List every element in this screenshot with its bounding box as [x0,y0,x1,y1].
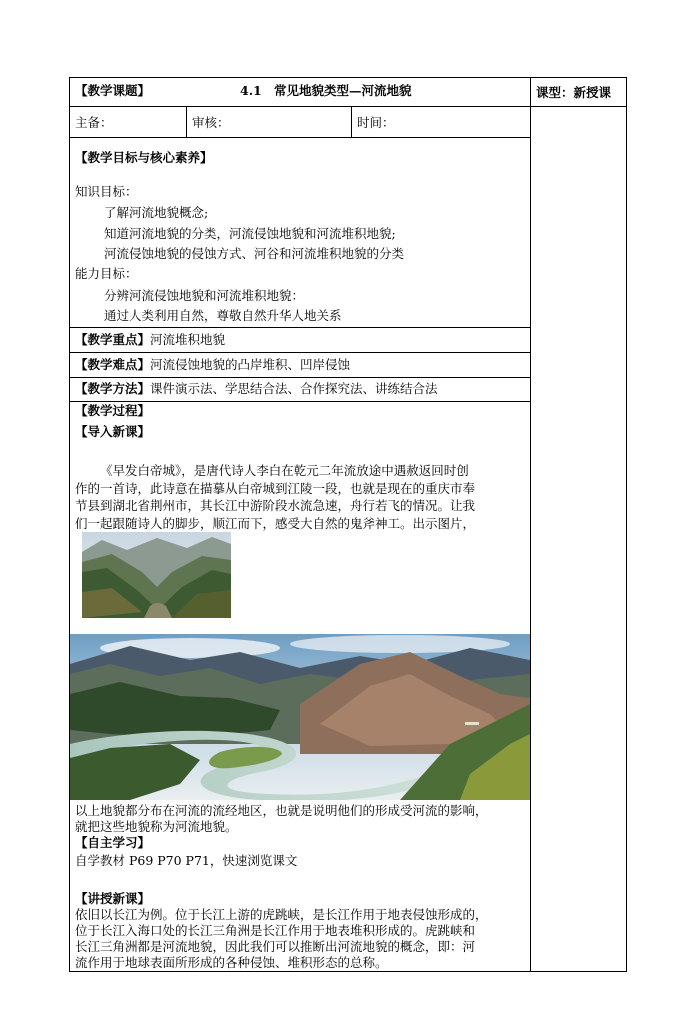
intro-line: 作的一首诗，此诗意在描摹从白帝城到江陵一段，也就是现在的重庆市奉 [75,480,476,496]
intro-paragraph [75,462,525,532]
key-point-label: 【教学重点】 [75,332,151,347]
after-images-line: 就把这些地貌称为河流地貌。 [75,819,238,834]
valley-photo [82,532,231,618]
key-point-row [75,332,225,348]
method-row [75,381,438,397]
river-bend-photo [70,634,530,800]
row-divider [69,327,531,328]
row-divider [69,401,531,402]
lecture-line: 流作用于地球表面所形成的各种侵蚀、堆积形态的总称。 [75,955,388,970]
ability-label: 能力目标： [75,266,138,281]
info-col-divider [186,106,187,137]
knowledge-item: 了解河流地貌概念; [104,205,209,220]
reviewer-label: 审核： [192,115,230,130]
topic-label: 【教学课题】 [75,83,151,98]
topic-number: 4.1 [240,83,262,98]
intro-line: 《早发白帝城》，是唐代诗人李白在乾元二年流放途中遇赦返回时创 [100,463,469,478]
lecture-line: 长江三角洲都是河流地貌，因此我们可以推断出河流地貌的概念，即：河 [75,939,476,954]
lecture-line: 依旧以长江为例。位于长江上游的虎跳峡，是长江作用于地表侵蚀形成的， [75,907,488,922]
intro-heading: 【导入新课】 [75,424,151,439]
time-label: 时间： [357,115,395,130]
ability-item: 通过人类利用自然，尊敬自然升华人地关系 [104,308,342,323]
difficulty-label: 【教学难点】 [75,357,151,372]
difficulty-text: 河流侵蚀地貌的凸岸堆积、凹岸侵蚀 [150,357,351,372]
preparer-label: 主备： [75,115,113,130]
row-divider [69,137,531,138]
process-heading: 【教学过程】 [75,403,151,418]
knowledge-item: 河流侵蚀地貌的侵蚀方式、河谷和河流堆积地貌的分类 [104,246,405,261]
key-point-text: 河流堆积地貌 [150,332,226,347]
after-images-line: 以上地貌都分布在河流的流经地区，也就是说明他们的形成受河流的影响， [75,803,488,818]
self-study-text: 自学教材 P69 P70 P71，快速浏览课文 [75,853,298,868]
row-divider [69,106,627,107]
lecture-paragraph [75,907,527,971]
row-divider [69,352,531,353]
knowledge-item: 知道河流地貌的分类，河流侵蚀地貌和河流堆积地貌; [104,226,396,241]
course-type: 课型：新授课 [536,85,612,100]
after-images-paragraph [75,803,527,835]
info-col-divider [351,106,352,137]
right-column-divider [530,77,531,972]
goals-heading: 【教学目标与核心素养】 [75,150,213,165]
lecture-heading: 【讲授新课】 [75,891,151,906]
difficulty-row [75,357,350,373]
lecture-line: 位于长江入海口处的长江三角洲是长江作用于地表堆积形成的。虎跳峡和 [75,923,476,938]
ability-item: 分辨河流侵蚀地貌和河流堆积地貌： [104,288,305,303]
row-divider [69,377,531,378]
method-label: 【教学方法】 [75,381,151,396]
method-text: 课件演示法、学思结合法、合作探究法、讲练结合法 [150,381,438,396]
intro-line: 节县到湖北省荆州市，其长江中游阶段水流急速，舟行若飞的情况。让我 [75,498,476,513]
knowledge-label: 知识目标： [75,184,138,199]
topic-title: 常见地貌类型—河流地貌 [274,83,412,98]
self-study-heading: 【自主学习】 [75,835,151,850]
intro-line: 们一起跟随诗人的脚步，顺江而下，感受大自然的鬼斧神工。出示图片， [75,515,476,531]
